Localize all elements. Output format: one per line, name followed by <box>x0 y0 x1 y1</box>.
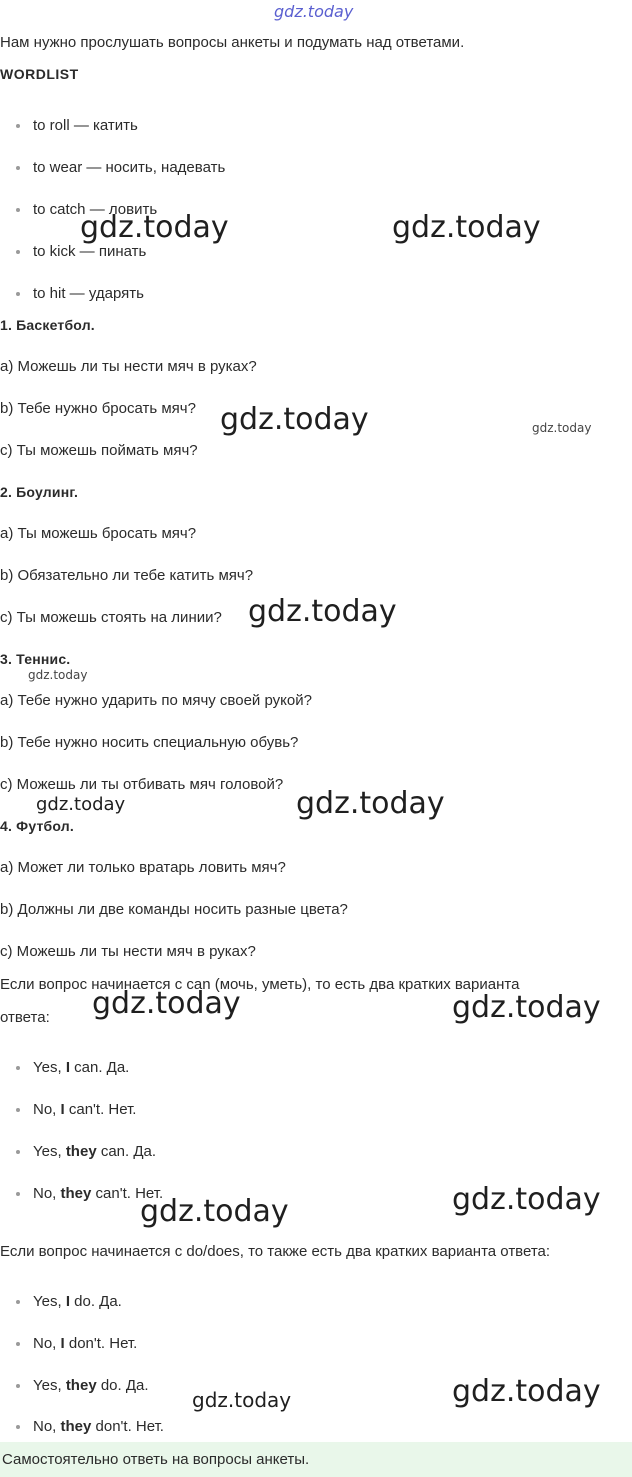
final-note: Самостоятельно ответь на вопросы анкеты. <box>2 1451 310 1468</box>
watermark: gdz.today <box>192 1388 292 1412</box>
question: a) Тебе нужно ударить по мячу своей рукой? <box>0 692 312 709</box>
bullet-icon <box>16 1192 20 1196</box>
watermark: gdz.today <box>92 986 241 1021</box>
bullet-icon <box>16 124 20 128</box>
question: b) Обязательно ли тебе катить мяч? <box>0 567 254 584</box>
watermark: gdz.today <box>452 1374 601 1409</box>
bullet-icon <box>16 1384 20 1388</box>
bullet-icon <box>16 208 20 212</box>
bullet-icon <box>16 1108 20 1112</box>
intro-text: Нам нужно прослушать вопросы анкеты и подумать над ответами. <box>0 34 465 51</box>
question: c) Можешь ли ты нести мяч в руках? <box>0 943 256 960</box>
question: b) Должны ли две команды носить разные цвета? <box>0 901 348 918</box>
site-watermark-header: gdz.today <box>274 2 354 21</box>
wordlist-title: WORDLIST <box>0 66 79 82</box>
question: c) Ты можешь стоять на линии? <box>0 609 222 626</box>
section-title: 4. Футбол. <box>0 818 74 834</box>
bullet-icon <box>16 166 20 170</box>
watermark: gdz.today <box>248 594 397 629</box>
final-note-box <box>0 1442 632 1477</box>
bullet-icon <box>16 1300 20 1304</box>
question: a) Можешь ли ты нести мяч в руках? <box>0 358 257 375</box>
can-note-line1: Если вопрос начинается с can (мочь, уметь), то есть два кратких варианта <box>0 976 520 993</box>
watermark: gdz.today <box>36 794 126 815</box>
question: c) Ты можешь поймать мяч? <box>0 442 198 459</box>
question: a) Может ли только вратарь ловить мяч? <box>0 859 286 876</box>
section-title: 1. Баскетбол. <box>0 317 95 333</box>
bullet-icon <box>16 1150 20 1154</box>
watermark: gdz.today <box>532 421 592 435</box>
watermark: gdz.today <box>392 210 541 245</box>
bullet-icon <box>16 1342 20 1346</box>
watermark: gdz.today <box>80 210 229 245</box>
question: a) Ты можешь бросать мяч? <box>0 525 197 542</box>
bullet-icon <box>16 1066 20 1070</box>
bullet-icon <box>16 250 20 254</box>
watermark: gdz.today <box>28 668 88 682</box>
section-title: 3. Теннис. <box>0 651 71 667</box>
watermark: gdz.today <box>296 786 445 821</box>
can-note-line2: ответа: <box>0 1009 50 1026</box>
do-note: Если вопрос начинается с do/does, то также есть два кратких варианта ответа: <box>0 1243 551 1260</box>
bullet-icon <box>16 1425 20 1429</box>
watermark: gdz.today <box>220 402 369 437</box>
section-title: 2. Боулинг. <box>0 484 79 500</box>
question: c) Можешь ли ты отбивать мяч головой? <box>0 776 284 793</box>
bullet-icon <box>16 292 20 296</box>
question: b) Тебе нужно бросать мяч? <box>0 400 196 417</box>
watermark: gdz.today <box>140 1194 289 1229</box>
watermark: gdz.today <box>452 1182 601 1217</box>
watermark: gdz.today <box>452 990 601 1025</box>
question: b) Тебе нужно носить специальную обувь? <box>0 734 299 751</box>
